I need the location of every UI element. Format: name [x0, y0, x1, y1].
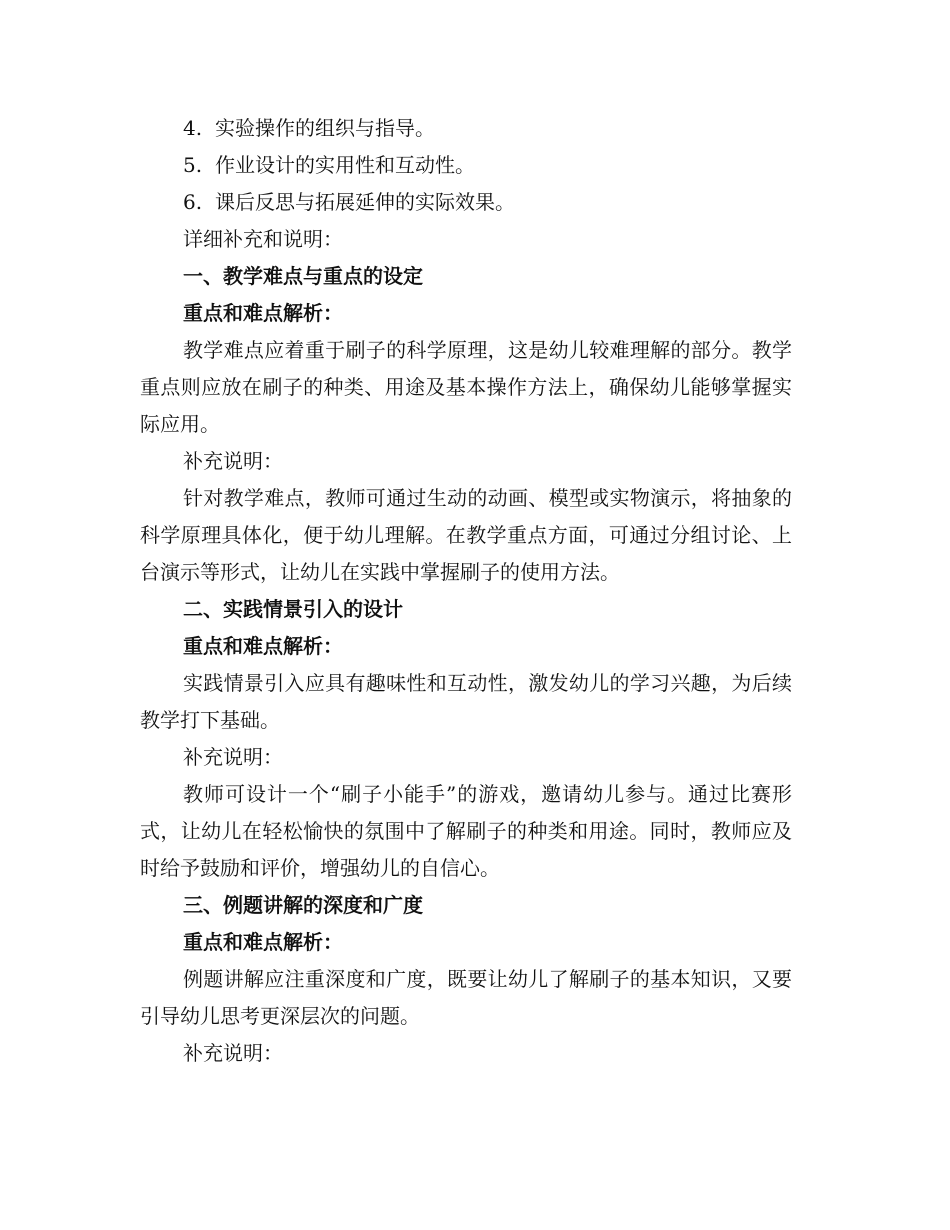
section-heading: 三、例题讲解的深度和广度 [183, 893, 423, 917]
section-supplement: 针对教学难点，教师可通过生动的动画、模型或实物演示，将抽象的科学原理具体化，便于幼儿理解。在教学重点方面，可通过分组讨论、上台演示等形式，让幼儿在实践中掌握刷子的使用方法。 [140, 486, 792, 584]
section-subheading: 重点和难点解析： [183, 930, 343, 954]
section-subheading: 重点和难点解析： [183, 634, 343, 658]
document-page [140, 110, 792, 1072]
section-subheading: 重点和难点解析： [183, 301, 343, 325]
section-analysis: 实践情景引入应具有趣味性和互动性，激发幼儿的学习兴趣，为后续教学打下基础。 [140, 671, 792, 732]
section-supplement: 教师可设计一个“刷子小能手”的游戏，邀请幼儿参与。通过比赛形式，让幼儿在轻松愉快的氛围中了解刷子的种类和用途。同时，教师应及时给予鼓励和评价，增强幼儿的自信心。 [140, 782, 792, 880]
section-heading: 一、教学难点与重点的设定 [183, 264, 423, 288]
section-analysis: 教学难点应着重于刷子的科学原理，这是幼儿较难理解的部分。教学重点则应放在刷子的种类、用途及基本操作方法上，确保幼儿能够掌握实际应用。 [140, 338, 792, 436]
list-item-text: 作业设计的实用性和互动性。 [215, 153, 475, 177]
intro-text: 详细补充和说明： [183, 227, 343, 251]
list-item [140, 147, 792, 184]
list-item-text: 课后反思与拓展延伸的实际效果。 [215, 190, 515, 214]
supplement-label: 补充说明： [183, 449, 283, 473]
list-item-number: 5. [183, 153, 203, 177]
supplement-label: 补充说明： [183, 745, 283, 769]
list-item-text: 实验操作的组织与指导。 [215, 116, 435, 140]
list-item [140, 184, 792, 221]
section-analysis: 例题讲解应注重深度和广度，既要让幼儿了解刷子的基本知识，又要引导幼儿思考更深层次的问题。 [140, 967, 792, 1028]
list-item-number: 4. [183, 116, 203, 140]
list-item-number: 6. [183, 190, 203, 214]
list-item [140, 110, 792, 147]
section-heading: 二、实践情景引入的设计 [183, 597, 403, 621]
supplement-label: 补充说明： [183, 1041, 283, 1065]
